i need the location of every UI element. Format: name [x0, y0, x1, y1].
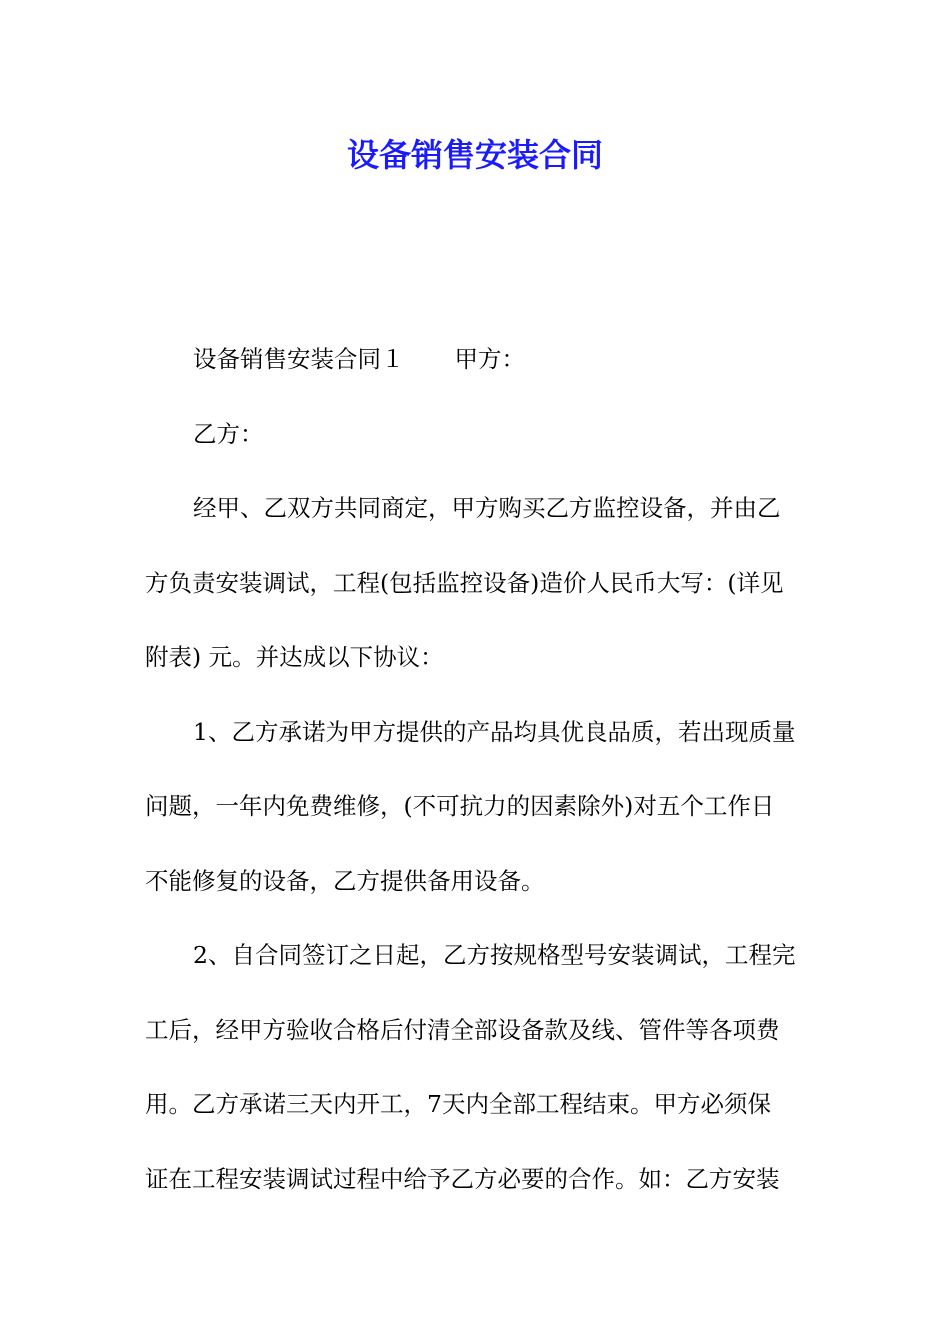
- paragraph-line: 方负责安装调试，工程(包括监控设备)造价人民币大写：(详见: [145, 568, 784, 597]
- paragraph-line: 附表) 元。并达成以下协议：: [145, 643, 444, 671]
- party-b-label: 乙方：: [193, 419, 264, 448]
- clause-2-line: 证在工程安装调试过程中给予乙方必要的合作。如：乙方安装: [145, 1164, 780, 1193]
- document-body: [145, 336, 810, 1230]
- clause-2-line: 工后，经甲方验收合格后付清全部设备款及线、管件等各项费: [145, 1015, 780, 1044]
- paragraph-line: 经甲、乙双方共同商定，甲方购买乙方监控设备，并由乙: [193, 494, 781, 522]
- clause-1-line: 1、乙方承诺为甲方提供的产品均具优良品质，若出现质量: [193, 717, 796, 746]
- contract-heading: 设备销售安装合同１: [193, 345, 405, 373]
- document-title: 设备销售安装合同: [346, 136, 603, 174]
- clause-1-line: 问题，一年内免费维修，(不可抗力的因素除外)对五个工作日: [145, 792, 775, 820]
- clause-1-line: 不能修复的设备，乙方提供备用设备。: [145, 866, 545, 895]
- party-a-label: 甲方：: [454, 345, 525, 373]
- clause-2-line: 2、自合同签订之日起，乙方按规格型号安装调试，工程完: [193, 941, 796, 969]
- intro-line: [145, 336, 810, 411]
- clause-2-line: 用。乙方承诺三天内开工，7天内全部工程结束。甲方必须保: [145, 1090, 771, 1118]
